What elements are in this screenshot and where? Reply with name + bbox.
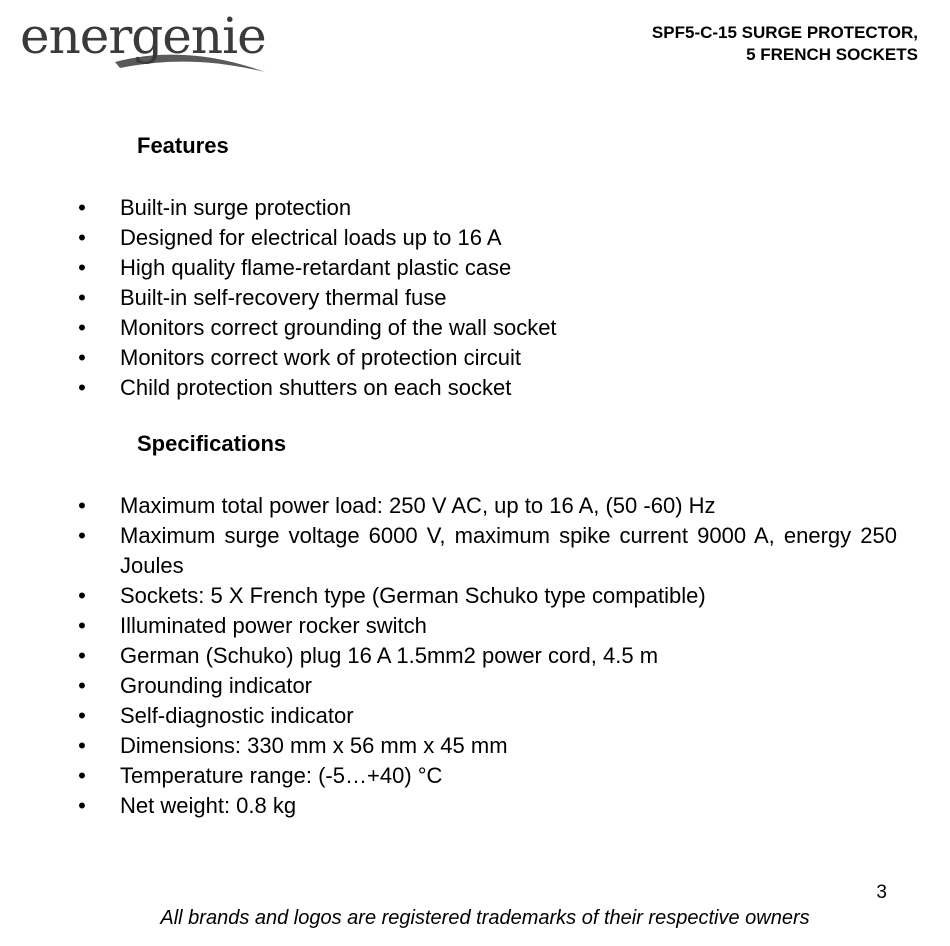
bullet: • (78, 285, 86, 310)
bullet: • (78, 255, 86, 280)
list-item (0, 731, 950, 761)
document-title-line-1: SPF5-C-15 SURGE PROTECTOR, (651, 23, 918, 42)
list-item-text: Designed for electrical loads up to 16 A (120, 225, 502, 250)
bullet: • (78, 643, 86, 668)
bullet: • (78, 493, 86, 518)
document-title (652, 22, 918, 66)
document-title-line-2: 5 FRENCH SOCKETS (746, 45, 918, 64)
list-item-text: Monitors correct grounding of the wall socket (120, 315, 557, 340)
list-item (0, 581, 950, 611)
list-item (0, 283, 950, 313)
features-list (0, 193, 950, 403)
logo-wordmark: energenie (20, 7, 266, 65)
list-item-text: Grounding indicator (120, 673, 313, 698)
specifications-list (0, 491, 950, 821)
bullet: • (78, 195, 86, 220)
bullet: • (78, 225, 86, 250)
list-item-text: Net weight: 0.8 kg (120, 793, 297, 818)
trademark-footer: All brands and logos are registered trademarks of their respective owners (160, 907, 810, 929)
list-item-text: Built-in self-recovery thermal fuse (120, 285, 447, 310)
list-item (0, 761, 950, 791)
list-item (0, 611, 950, 641)
list-item-text: Sockets: 5 X French type (German Schuko type compatible) (120, 583, 706, 608)
bullet: • (78, 613, 86, 638)
bullet: • (78, 793, 86, 818)
list-item-text: Monitors correct work of protection circuit (120, 345, 522, 370)
list-item-text: Maximum total power load: 250 V AC, up to 16 A, (50 -60) Hz (120, 493, 716, 518)
bullet: • (78, 763, 86, 788)
bullet: • (78, 315, 86, 340)
list-item-text: German (Schuko) plug 16 A 1.5mm2 power cord, 4.5 m (120, 643, 659, 668)
bullet: • (78, 523, 86, 548)
list-item (0, 313, 950, 343)
list-item-text: Built-in surge protection (120, 195, 352, 220)
bullet: • (78, 733, 86, 758)
list-item-text: Child protection shutters on each socket (120, 375, 512, 400)
list-item-text: Temperature range: (-5…+40) °C (120, 763, 443, 788)
list-item (0, 223, 950, 253)
bullet: • (78, 583, 86, 608)
bullet: • (78, 703, 86, 728)
list-item-text: Maximum surge voltage 6000 V, maximum spike current 9000 A, energy 250 Joules (120, 523, 897, 578)
list-item (0, 791, 950, 821)
list-item (0, 701, 950, 731)
list-item (0, 641, 950, 671)
page-number: 3 (876, 882, 887, 903)
bullet: • (78, 375, 86, 400)
list-item (0, 193, 950, 223)
list-item (0, 373, 950, 403)
energenie-logo (20, 6, 270, 78)
list-item-text: Dimensions: 330 mm x 56 mm x 45 mm (120, 733, 508, 758)
list-item-text: High quality flame-retardant plastic case (120, 255, 512, 280)
list-item (0, 491, 950, 521)
specifications-heading: Specifications (137, 431, 287, 456)
list-item-text: Illuminated power rocker switch (120, 613, 427, 638)
list-item (0, 671, 950, 701)
list-item (0, 343, 950, 373)
bullet: • (78, 673, 86, 698)
list-item (0, 253, 950, 283)
bullet: • (78, 345, 86, 370)
list-item (0, 521, 950, 581)
features-heading: Features (137, 133, 229, 158)
list-item-text: Self-diagnostic indicator (120, 703, 354, 728)
